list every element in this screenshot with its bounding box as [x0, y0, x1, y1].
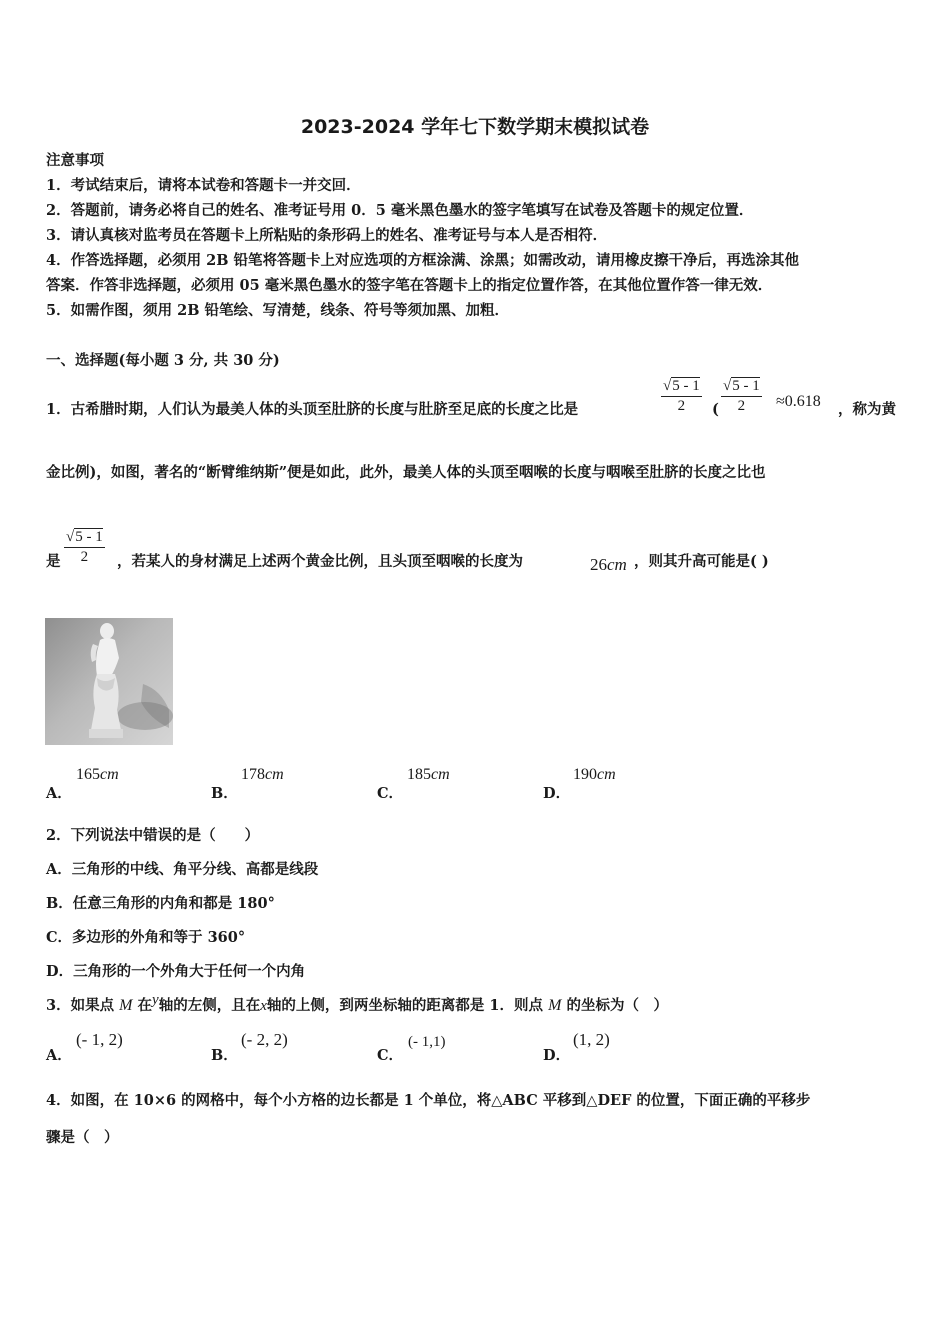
option-b-label: B． — [211, 785, 238, 802]
q3-option-b-value: (- 2, 2) — [241, 1030, 288, 1049]
q1-text-c: 金比例)，如图，著名的“断臂维纳斯”便是如此，此外，最美人体的头顶至咽喉的长度与咽喉至肚脐的长度之比也 — [46, 464, 766, 481]
option-c-value: 185cm — [407, 766, 450, 783]
var-m: M — [548, 997, 562, 1014]
statue-figure — [45, 618, 173, 745]
golden-ratio-fraction: √5 - 1 2 — [723, 378, 760, 414]
q1-text-f: ，则其升高可能是( ) — [634, 553, 769, 570]
q1-text-b: ，称为黄 — [838, 401, 896, 418]
open-paren: ( — [712, 401, 719, 418]
q1-text-e: ，若某人的身材满足上述两个黄金比例，且头顶至咽喉的长度为 — [117, 553, 523, 570]
q3-option-a-value: (- 1, 2) — [76, 1030, 123, 1049]
q2-option: C．多边形的外角和等于 360° — [46, 929, 246, 946]
notice-item: 3．请认真核对监考员在答题卡上所粘贴的条形码上的姓名、准考证号与本人是否相符． — [46, 227, 608, 244]
var-y: y — [152, 992, 159, 1008]
q3-option-c-value: (- 1,1) — [408, 1034, 446, 1050]
q2-option: D．三角形的一个外角大于任何一个内角 — [46, 963, 306, 980]
q1-text-d: 是 — [46, 553, 61, 570]
q3-option-b-label: B． — [211, 1047, 238, 1064]
golden-ratio-fraction: √5 - 1 2 — [66, 529, 103, 565]
q2-stem: 2．下列说法中错误的是（ ） — [46, 827, 260, 844]
section-heading: 一、选择题(每小题 3 分, 共 30 分) — [46, 352, 280, 369]
q3-option-a-label: A． — [46, 1047, 72, 1064]
q3-stem: 3．如果点 M 在y轴的左侧，且在x轴的上侧，到两坐标轴的距离都是 1．则点 M 的坐标为（ ） — [46, 992, 668, 1014]
notice-heading: 注意事项 — [46, 152, 104, 169]
notice-item: 1．考试结束后，请将本试卷和答题卡一并交回． — [46, 177, 361, 194]
notice-item: 答案．作答非选择题，必须用 05 毫米黑色墨水的签字笔在答题卡上的指定位置作答，在其他位置作答一律无效． — [46, 277, 773, 294]
q2-option: A．三角形的中线、角平分线、高都是线段 — [46, 861, 319, 878]
q2-option: B．任意三角形的内角和都是 180° — [46, 895, 275, 912]
page-title: 2023-2024 学年七下数学期末模拟试卷 — [300, 116, 650, 138]
var-x: x — [260, 998, 267, 1014]
q3-option-d-label: D． — [543, 1047, 571, 1064]
var-m: M — [119, 997, 133, 1014]
option-c-label: C． — [377, 785, 404, 802]
q4-line: 骤是（ ） — [46, 1129, 119, 1146]
option-b-value: 178cm — [241, 766, 284, 783]
approx-value: ≈0.618 — [776, 393, 821, 410]
option-d-label: D． — [543, 785, 571, 802]
venus-statue-image — [45, 618, 173, 745]
option-a-label: A． — [46, 785, 72, 802]
option-d-value: 190cm — [573, 766, 616, 783]
golden-ratio-fraction: √5 - 1 2 — [663, 378, 700, 414]
q3-option-d-value: (1, 2) — [573, 1030, 610, 1049]
head-length: 26cm — [590, 555, 627, 574]
notice-item: 2．答题前，请务必将自己的姓名、准考证号用 0．5 毫米黑色墨水的签字笔填写在试卷及答题卡的规定位置． — [46, 202, 754, 219]
q1-text-a: 1．古希腊时期，人们认为最美人体的头顶至肚脐的长度与肚脐至足底的长度之比是 — [46, 401, 579, 418]
notice-item: 4．作答选择题，必须用 2B 铅笔将答题卡上对应选项的方框涂满、涂黑；如需改动，请用橡皮擦干净后，再选涂其他 — [46, 252, 800, 269]
option-a-value: 165cm — [76, 766, 119, 783]
notice-item: 5．如需作图，须用 2B 铅笔绘、写清楚，线条、符号等须加黑、加粗． — [46, 302, 510, 319]
q4-line: 4．如图，在 10×6 的网格中，每个小方格的边长都是 1 个单位，将△ABC 平移到△DEF 的位置，下面正确的平移步 — [46, 1092, 811, 1109]
q3-option-c-label: C． — [377, 1047, 404, 1064]
